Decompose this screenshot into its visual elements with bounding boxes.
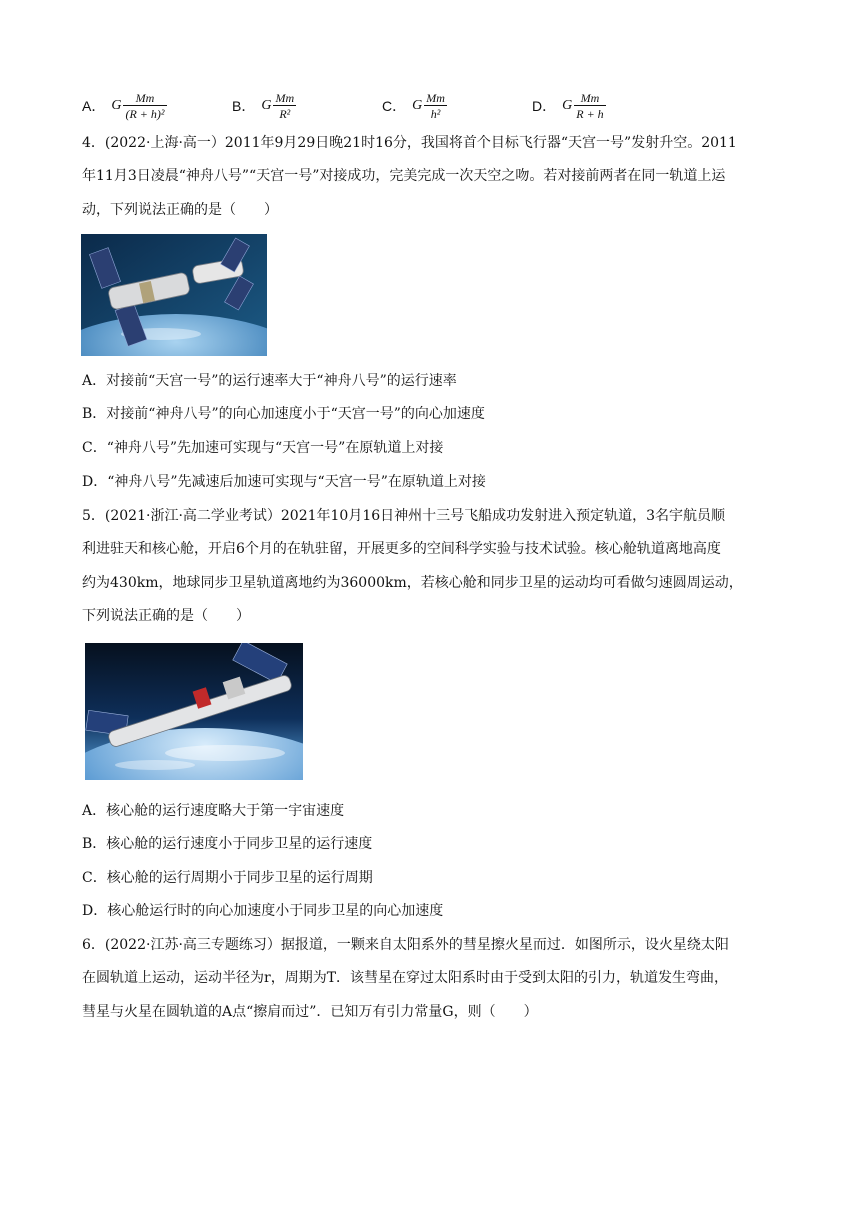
q4-choice-b[interactable]: B．对接前“神舟八号”的向心加速度小于“天宫一号”的向心加速度 — [82, 406, 485, 422]
denominator: h² — [430, 107, 441, 121]
q3-option-d[interactable] — [532, 86, 606, 126]
fraction — [123, 92, 166, 120]
option-label: D． — [532, 98, 557, 114]
q5-stem-line-1: 5．(2021·浙江·高二学业考试）2021年10月16日神州十三号飞船成功发射进入预定轨道，3名宇航员顺 — [82, 508, 726, 524]
q5-choice-a[interactable]: A．核心舱的运行速度略大于第一宇宙速度 — [82, 803, 345, 819]
denominator: (R + h)² — [125, 107, 165, 121]
q6-stem-line-3: 彗星与火星在圆轨道的A点“擦肩而过”．已知万有引力常量G，则（ ） — [82, 1004, 538, 1020]
q3-options — [82, 86, 642, 126]
q5-stem-line-4: 下列说法正确的是（ ） — [82, 608, 250, 624]
numerator: Mm — [275, 91, 295, 105]
q4-choice-c[interactable]: C．“神舟八号”先加速可实现与“天宫一号”在原轨道上对接 — [82, 440, 444, 456]
numerator: Mm — [580, 91, 600, 105]
denominator: R + h — [576, 107, 604, 121]
option-label: B． — [232, 98, 256, 114]
q5-choice-d[interactable]: D．核心舱运行时的向心加速度小于同步卫星的向心加速度 — [82, 903, 444, 919]
option-label: C． — [382, 98, 407, 114]
q3-option-a[interactable] — [82, 86, 167, 126]
q4-choice-a[interactable]: A．对接前“天宫一号”的运行速率大于“神舟八号”的运行速率 — [82, 373, 457, 389]
fraction — [424, 92, 447, 120]
fraction — [273, 92, 296, 120]
q6-stem-line-1: 6．(2022·江苏·高三专题练习）据报道，一颗来自太阳系外的彗星擦火星而过．如图所示，设火星绕太阳 — [82, 937, 729, 953]
q4-stem-line-1: 4．(2022·上海·高一）2011年9月29日晚21时16分，我国将首个目标飞行器“天宫一号”发射升空。2011 — [82, 135, 737, 151]
denominator: R² — [279, 107, 291, 121]
gravity-constant: G — [562, 98, 573, 113]
q5-choice-b[interactable]: B．核心舱的运行速度小于同步卫星的运行速度 — [82, 836, 373, 852]
numerator: Mm — [135, 91, 155, 105]
q4-docking-image — [81, 234, 267, 356]
fraction — [574, 92, 605, 120]
q3-option-b[interactable] — [232, 86, 296, 126]
gravity-constant: G — [261, 98, 272, 113]
q6-stem-line-2: 在圆轨道上运动，运动半径为r，周期为T．该彗星在穿过太阳系时由于受到太阳的引力，轨道发生弯曲， — [82, 970, 729, 986]
spacecraft-docking-illustration — [81, 234, 267, 356]
q5-space-station-image — [85, 643, 303, 780]
numerator: Mm — [426, 91, 445, 105]
gravity-constant: G — [111, 98, 122, 113]
space-station-illustration — [85, 643, 303, 780]
q4-choice-d[interactable]: D．“神舟八号”先减速后加速可实现与“天宫一号”在原轨道上对接 — [82, 474, 486, 490]
q4-stem-line-3: 动，下列说法正确的是（ ） — [82, 202, 278, 218]
option-label: A． — [82, 98, 106, 114]
gravity-constant: G — [412, 98, 423, 113]
q3-option-c[interactable] — [382, 86, 447, 126]
q5-choice-c[interactable]: C．核心舱的运行周期小于同步卫星的运行周期 — [82, 870, 373, 886]
q4-stem-line-2: 年11月3日凌晨“神舟八号”“天宫一号”对接成功，完美完成一次天空之吻。若对接前两者在同一轨道上运 — [82, 168, 726, 184]
q5-stem-line-2: 利进驻天和核心舱，开启6个月的在轨驻留，开展更多的空间科学实验与技术试验。核心舱轨道离地高度 — [82, 541, 721, 557]
q5-stem-line-3: 约为430km，地球同步卫星轨道离地约为36000km，若核心舱和同步卫星的运动均可看做匀速圆周运动， — [82, 575, 743, 591]
